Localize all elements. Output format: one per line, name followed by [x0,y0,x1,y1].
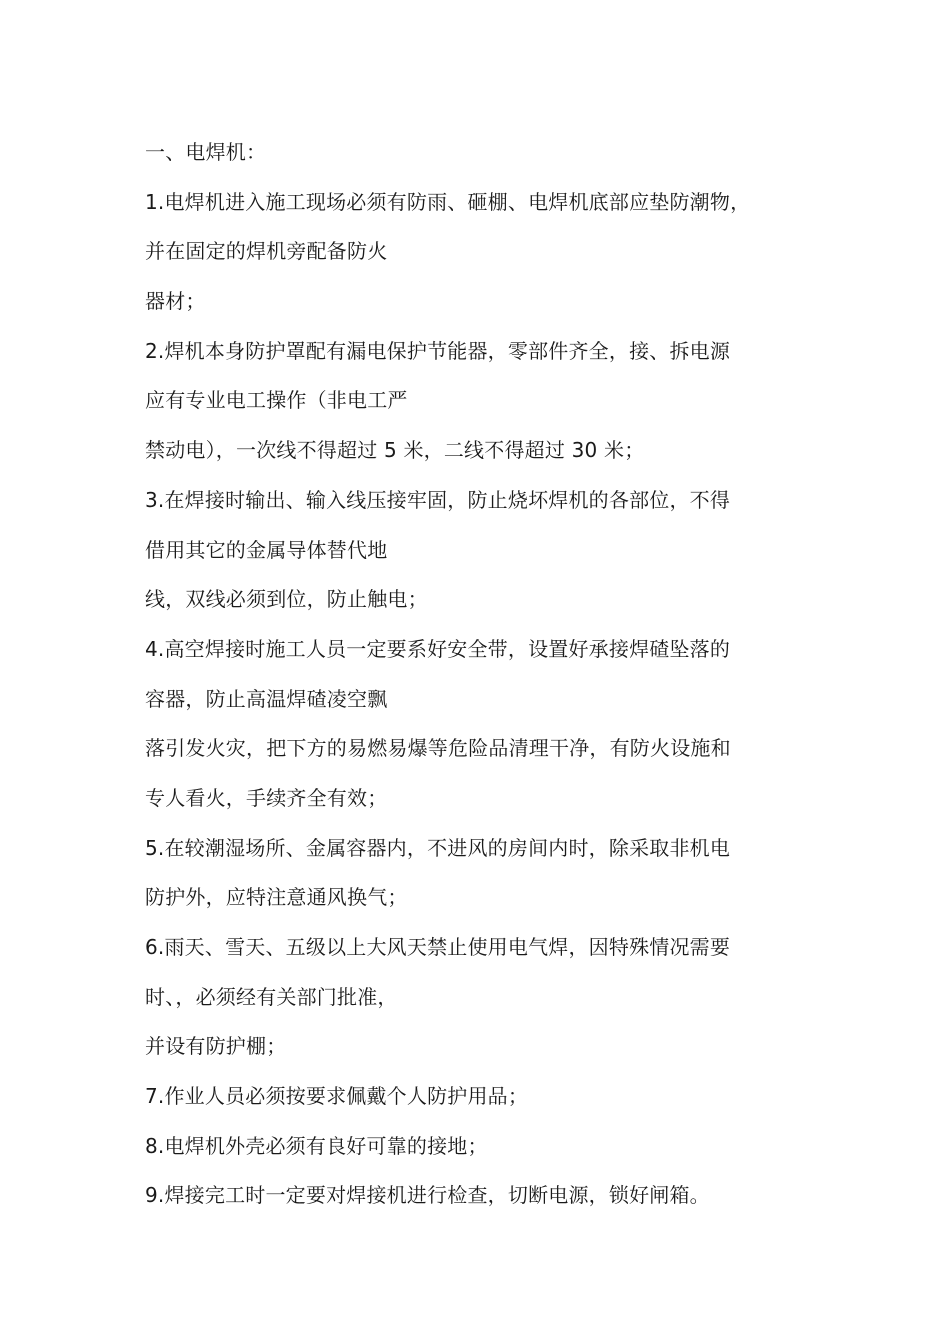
text-line: 借用其它的金属导体替代地 [145,537,388,562]
text-line: 容器，防止高温焊碴凌空飘 [145,686,388,711]
text-line: 4.高空焊接时施工人员一定要系好安全带，设置好承接焊碴坠落的 [145,636,731,661]
text-line: 3.在焊接时输出、输入线压接牢固，防止烧坏焊机的各部位，不得 [145,487,731,512]
text-line: 应有专业电工操作（非电工严 [145,388,408,413]
text-line: 9.焊接完工时一定要对焊接机进行检查，切断电源，锁好闸箱。 [145,1183,710,1208]
text-line: 线，双线必须到位，防止触电； [145,587,428,612]
text-line: 防护外，应特注意通风换气； [145,885,408,910]
text-line: 8.电焊机外壳必须有良好可靠的接地； [145,1133,488,1158]
document-body [145,128,845,1221]
text-line: 7.作业人员必须按要求佩戴个人防护用品； [145,1084,529,1109]
text-line: 1.电焊机进入施工现场必须有防雨、砸棚、电焊机底部应垫防潮物， [145,189,751,214]
text-line: 落引发火灾，把下方的易燃易爆等危险品清理干净，有防火设施和 [145,736,731,761]
section-heading: 一、电焊机： [145,140,267,164]
text-line: 5.在较潮湿场所、金属容器内，不进风的房间内时，除采取非机电 [145,835,731,860]
text-line: 6.雨天、雪天、五级以上大风天禁止使用电气焊，因特殊情况需要 [145,935,731,959]
text-line: 器材； [145,289,206,314]
text-line: 并在固定的焊机旁配备防火 [145,239,388,264]
text-line: 2.焊机本身防护罩配有漏电保护节能器，零部件齐全，接、拆电源 [145,338,731,363]
text-line: 并设有防护棚； [145,1034,287,1059]
text-line: 时、，必须经有关部门批准， [145,984,398,1009]
text-line: 禁动电），一次线不得超过 5 米，二线不得超过 30 米； [145,438,645,463]
text-line: 专人看火，手续齐全有效； [145,785,388,810]
